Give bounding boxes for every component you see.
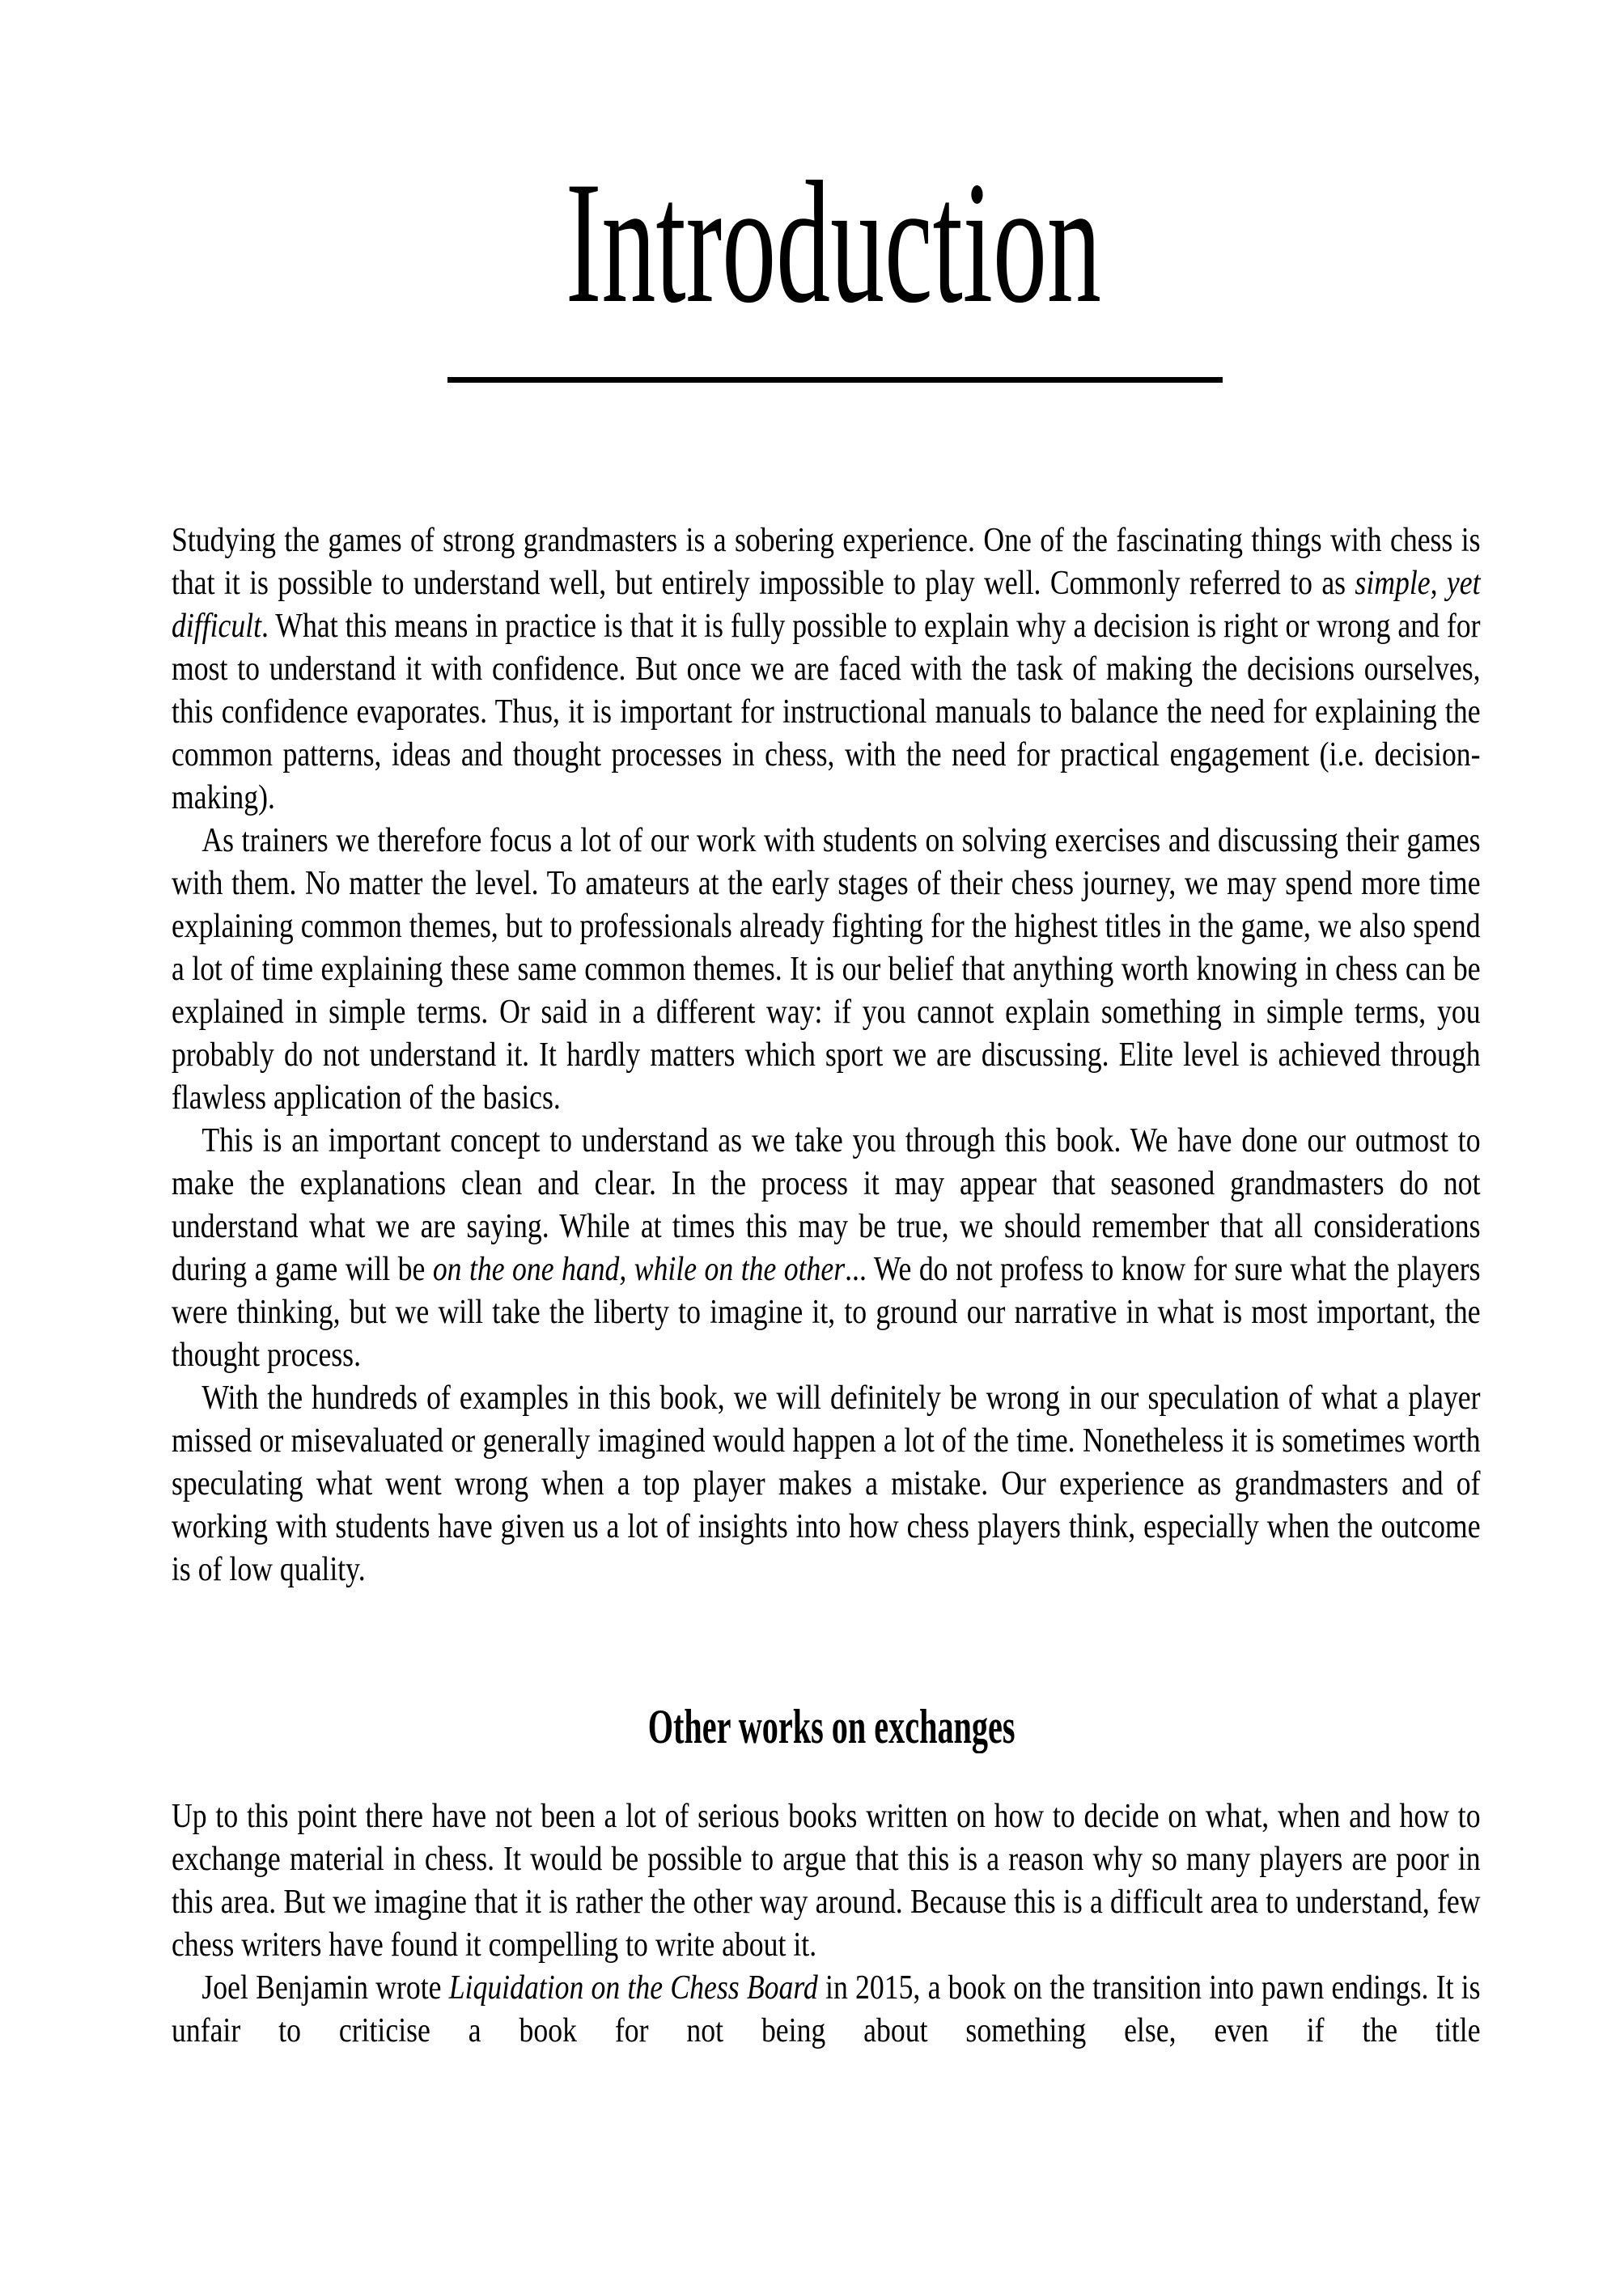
text-segment: ... We do not profess to know for sure what the players were thinking, but we will take the liberty to imagine it, to ground our narrative in what is most important, the thought process. [172, 1251, 1481, 1374]
paragraph [172, 1120, 1481, 1377]
paragraph [172, 519, 1481, 820]
text-segment: Studying the games of strong grandmasters is a sobering experience. One of the fascinating things with chess is that it is possible to understand well, but entirely impossible to play well. Commonly referred to as [172, 522, 1481, 602]
text-segment: This is an important concept to understand as we take you through this book. We have done our outmost to make the explanations clean and clear. In the process it may appear that seasoned grandmasters do not understand what we are saying. While at times this may be true, we should remember that all considerations during a game will be [172, 1122, 1481, 1288]
paragraph [172, 820, 1481, 1120]
body-lower [172, 1795, 1481, 2053]
text-segment: As trainers we therefore focus a lot of our work with students on solving exercises and discussing their games with them. No matter the level. To amateurs at the early stages of their chess journey, we may spend more time explaining common themes, but to professionals already fighting for the highest titles in the game, we also spend a lot of time explaining these same common themes. It is our belief that anything worth knowing in chess can be explained in simple terms. Or said in a different way: if you cannot explain something in simple terms, you probably do not understand it. It hardly matters which sport we are discussing. Elite level is achieved through flawless application of the basics. [172, 822, 1481, 1117]
paragraph [172, 1377, 1481, 1592]
section-heading-text: Other works on exchanges [647, 1700, 1016, 1753]
chapter-title [21, 146, 1624, 339]
chapter-title-text: Introduction [565, 146, 1101, 339]
body-upper [172, 519, 1481, 1592]
italic-segment: on the one hand, while on the other [432, 1251, 846, 1288]
text-segment: in 2015, a book on the transition into pawn endings. It is unfair to criticise a book for not being about something else, even if the title [172, 1969, 1481, 2049]
text-segment: Joel Benjamin wrote [201, 1969, 449, 2007]
text-segment: With the hundreds of examples in this book, we will definitely be wrong in our speculation of what a player missed or misevaluated or generally imagined would happen a lot of the time. Nonetheless it is sometimes worth speculating what went wrong when a top player makes a mistake. Our experience as grandmasters and of working with students have given us a lot of insights into how chess players think, especially when the outcome is of low quality. [172, 1380, 1481, 1588]
title-divider [447, 377, 1223, 383]
paragraph [172, 1795, 1481, 1967]
text-segment: Up to this point there have not been a lot of serious books written on how to decide on what, when and how to exchange material in chess. It would be possible to argue that this is a reason why so many players are poor in this area. But we imagine that it is rather the other way around. Because this is a difficult area to understand, few chess writers have found it compelling to write about it. [172, 1798, 1481, 1964]
italic-segment: Liquidation on the Chess Board [448, 1969, 818, 2007]
text-segment: . What this means in practice is that it is fully possible to explain why a decision is right or wrong and for most to understand it with confidence. But once we are faced with the task of making the decisions ourselves, this confidence evaporates. Thus, it is important for instructional manuals to balance the need for explaining the common patterns, ideas and thought processes in chess, with the need for practical engagement (i.e. decision-making). [172, 608, 1481, 816]
italic-segment: simple, yet difficult [172, 565, 1481, 645]
paragraph [172, 1967, 1481, 2053]
section-heading [19, 1702, 1624, 1751]
